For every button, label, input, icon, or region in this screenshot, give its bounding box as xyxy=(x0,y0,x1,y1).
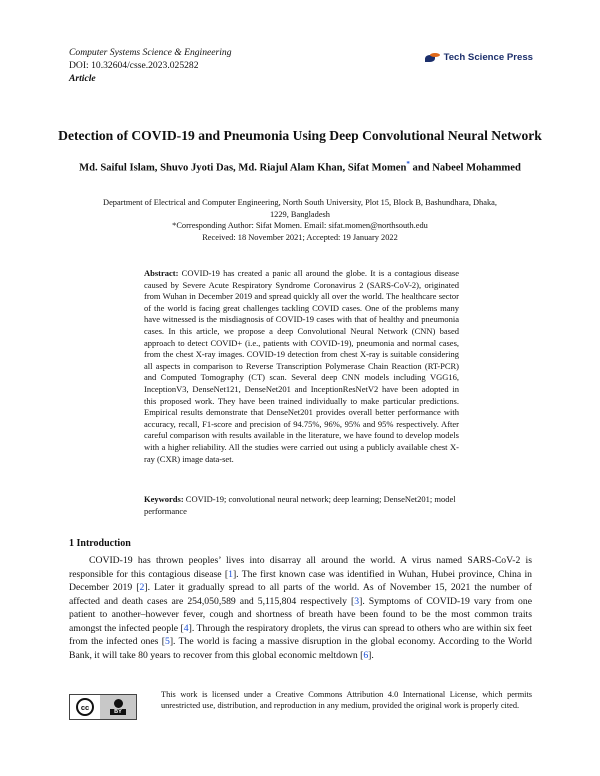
attribution-person-icon xyxy=(114,699,123,708)
creative-commons-icon: cc xyxy=(76,698,94,716)
author-list xyxy=(40,157,560,176)
citation-link[interactable]: 2 xyxy=(139,582,145,593)
last-author: and Nabeel Mohammed xyxy=(409,162,521,174)
cc-badge-left xyxy=(70,695,100,719)
intro-text: ]. xyxy=(368,649,374,661)
corresponding-author: *Corresponding Author: Sifat Momen. Email: sifat.momen@northsouth.edu xyxy=(172,221,428,230)
intro-text: COVID-19 has thrown peoples’ lives into disarray all around the world. A virus named SARS-CoV-2 is responsible for this contagious disease [ xyxy=(69,555,532,580)
citation-link[interactable]: 4 xyxy=(183,622,189,634)
abstract xyxy=(144,268,459,465)
intro-text: ]. Symptoms of COVID-19 vary from one patient to another–however fever, cough and shortness of breath have been found to be the most common traits amongst the infected people [ xyxy=(69,595,532,634)
cc-by-badge[interactable] xyxy=(69,694,137,720)
abstract-label: Abstract: xyxy=(144,268,179,278)
article-type: Article xyxy=(69,73,96,84)
intro-text: ]. Later it gradually spread to all parts of the world. As of November 15, 2021 the number of affected and death cases are 254,050,589 and 5,115,804 respectively [ xyxy=(69,582,532,607)
keywords-text: COVID-19; convolutional neural network; deep learning; DenseNet201; model performance xyxy=(144,494,456,516)
publisher-logo xyxy=(425,52,533,63)
cc-badge-right xyxy=(100,695,136,719)
corresponding-author-mark[interactable]: * xyxy=(406,160,410,168)
citation-link[interactable]: 3 xyxy=(354,595,360,607)
citation-link[interactable]: 1 xyxy=(228,568,233,580)
received-accepted-dates: Received: 18 November 2021; Accepted: 19 January 2022 xyxy=(202,232,398,242)
introduction-paragraph xyxy=(69,554,532,662)
intro-text: ]. The world is facing a massive disruption in the global economy. According to the World Bank, it will take 80 years to recover from this global economic meltdown [ xyxy=(69,636,532,661)
tech-science-press-logo-icon xyxy=(425,53,441,63)
journal-name: Computer Systems Science & Engineering xyxy=(69,47,232,58)
section-heading-introduction: 1 Introduction xyxy=(69,538,131,549)
intro-text: ]. The first known case was identified in Wuhan, Hubei province, China in December 2019 [ xyxy=(69,568,532,593)
by-label: BY xyxy=(110,709,126,715)
journal-header xyxy=(69,46,232,85)
author-names: Md. Saiful Islam, Shuvo Jyoti Das, Md. Riajul Alam Khan, Sifat Momen xyxy=(79,162,407,174)
intro-text: ]. Through the respiratory droplets, the virus can spread to others who are within six feet from the infected ones [ xyxy=(69,622,532,647)
keywords xyxy=(144,494,459,517)
license-text: This work is licensed under a Creative Commons Attribution 4.0 International License, which permits unrestricted use, distribution, and reproduction in any medium, provided the original work is properly cited. xyxy=(161,690,532,710)
abstract-text: COVID-19 has created a panic all around the globe. It is a contagious disease caused by Severe Acute Respiratory Syndrome Coronavirus 2 (SARS-CoV-2), originated from Wuhan in December 2019 and spread quickly all over the world. The healthcare sector of the world is facing great challenges tackling COVID cases. One of the problems many have witnessed is the misdiagnosis of COVID-19 cases with that of healthy and pneumonia cases. In this article, we propose a deep Convolutional Neural Network (CNN) based approach to detect COVID+ (i.e., patients with COVID-19), pneumonia and normal cases, from the chest X-ray images. COVID-19 detection from chest X-ray is suitable considering all aspects in comparison to Reverse Transcription Polymerase Chain Reaction (RT-PCR) and Computed Tomography (CT) scan. Several deep CNN models including VGG16, InceptionV3, DenseNet121, DenseNet201 and InceptionResNetV2 have been adopted in this proposed work. They have been trained individually to make particular predictions. Empirical results demonstrate that DenseNet201 provides overall better performance with accuracy, recall, F1-score and precision of 94.75%, 96%, 95% and 95% respectively. After careful comparison with results available in the literature, we have found to develop models with a higher reliability. All the studies were carried out using a publicly available chest X-ray (CXR) image data-set. xyxy=(144,268,459,464)
citation-link[interactable]: 6 xyxy=(363,649,369,661)
keywords-label: Keywords: xyxy=(144,494,184,504)
publisher-name: Tech Science Press xyxy=(443,52,533,63)
department: Department of Electrical and Computer Engineering, North South University, Plot 15, Block B, Bashundhara, Dhaka, 1229, Bangladesh xyxy=(103,198,497,219)
doi[interactable]: DOI: 10.32604/csse.2023.025282 xyxy=(69,60,199,71)
citation-link[interactable]: 5 xyxy=(164,636,170,647)
paper-title: Detection of COVID-19 and Pneumonia Using Deep Convolutional Neural Network xyxy=(58,128,542,143)
affiliation-block xyxy=(96,197,504,243)
